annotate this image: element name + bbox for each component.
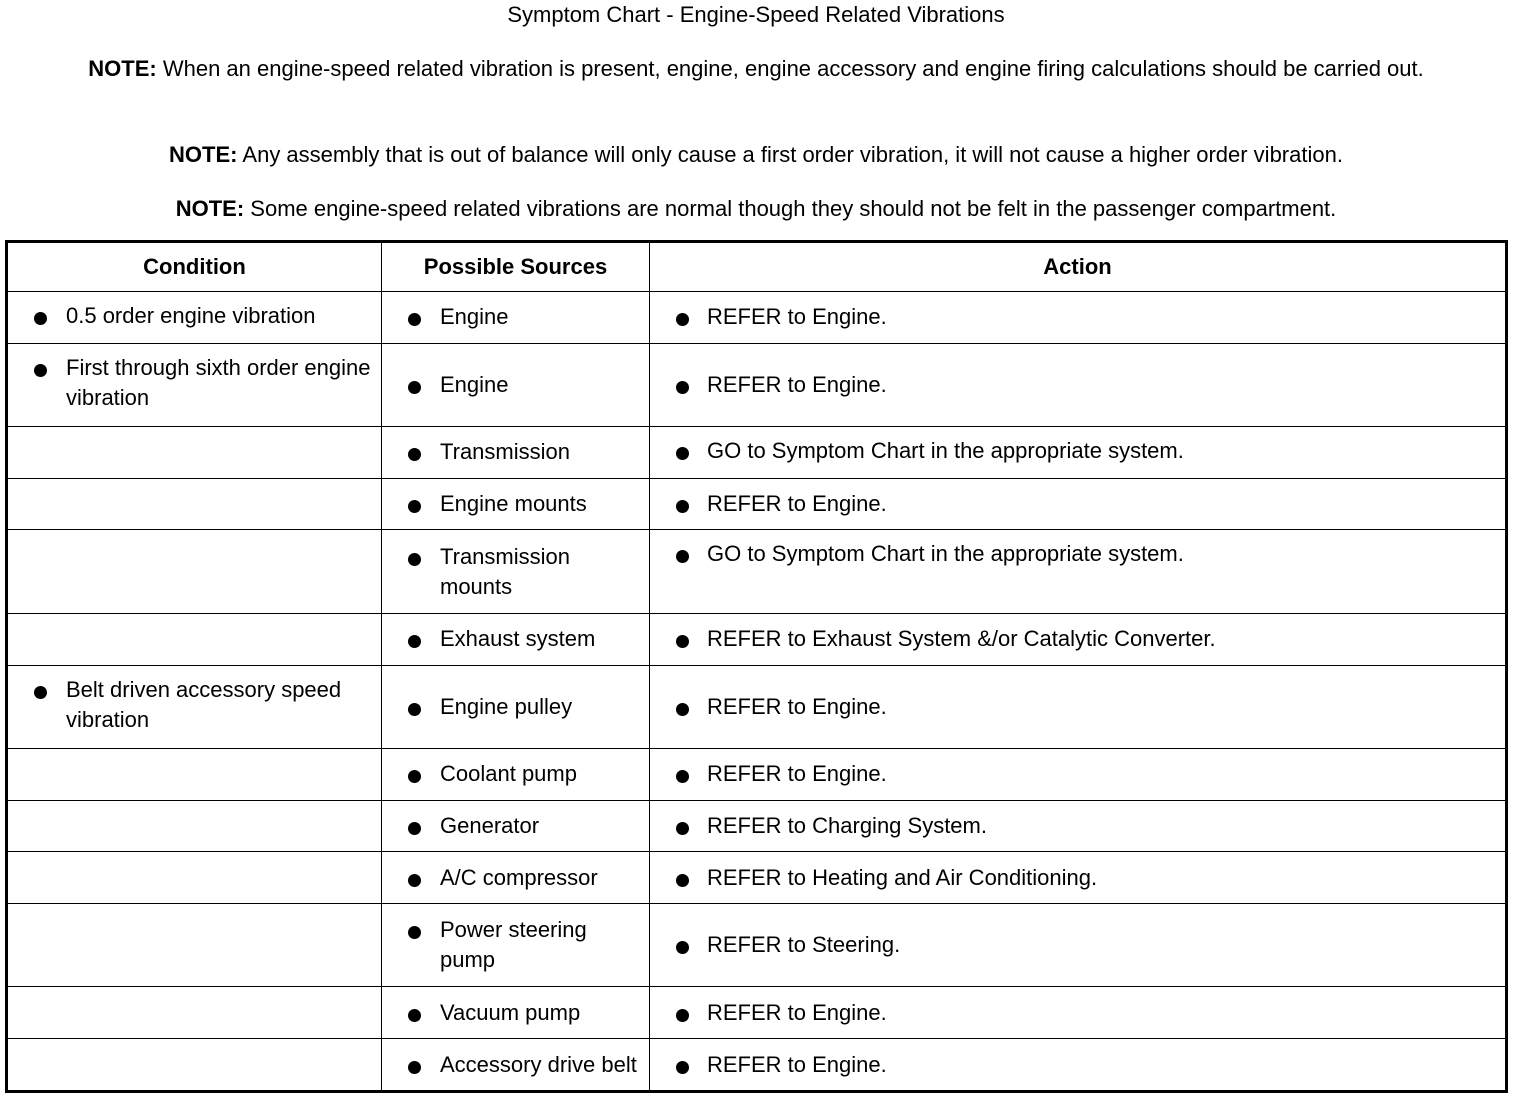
action-cell: [650, 613, 1507, 665]
action-cell: [650, 343, 1507, 426]
source-text: Engine: [382, 293, 649, 341]
action-cell: [650, 530, 1507, 613]
source-cell: [382, 478, 650, 530]
condition-cell: [7, 987, 382, 1039]
source-text: Coolant pump: [382, 750, 649, 798]
source-text: Accessory drive belt: [382, 1041, 649, 1089]
source-cell: [382, 292, 650, 344]
source-cell: [382, 1039, 650, 1092]
source-text: Engine mounts: [382, 480, 649, 528]
header-action: Action: [650, 242, 1507, 292]
condition-cell: [7, 800, 382, 852]
source-text: A/C compressor: [382, 854, 649, 902]
source-text: Exhaust system: [382, 615, 649, 663]
action-text: REFER to Engine.: [650, 480, 1505, 528]
table-header-row: [7, 242, 1507, 292]
source-cell: [382, 987, 650, 1039]
action-text: REFER to Exhaust System &/or Catalytic Converter.: [650, 615, 1505, 663]
condition-cell: [7, 530, 382, 613]
action-cell: [650, 987, 1507, 1039]
action-cell: [650, 800, 1507, 852]
source-cell: [382, 904, 650, 987]
action-cell: [650, 292, 1507, 344]
action-text: GO to Symptom Chart in the appropriate system.: [650, 427, 1505, 475]
note-2-label: NOTE:: [169, 142, 238, 167]
note-1-label: NOTE:: [88, 56, 157, 81]
source-cell: [382, 427, 650, 479]
action-cell: [650, 1039, 1507, 1092]
source-text: Vacuum pump: [382, 989, 649, 1037]
table-row: [7, 530, 1507, 613]
action-cell: [650, 427, 1507, 479]
action-cell: [650, 748, 1507, 800]
table-row: [7, 427, 1507, 479]
source-text: Generator: [382, 802, 649, 850]
table-row: [7, 665, 1507, 748]
condition-text: 0.5 order engine vibration: [8, 292, 381, 340]
table-row: [7, 478, 1507, 530]
table-row: [7, 987, 1507, 1039]
header-possible-sources: Possible Sources: [382, 242, 650, 292]
source-text: Engine pulley: [382, 683, 649, 731]
source-cell: [382, 665, 650, 748]
action-cell: [650, 904, 1507, 987]
action-text: REFER to Engine.: [650, 750, 1505, 798]
source-cell: [382, 530, 650, 613]
table-row: [7, 292, 1507, 344]
action-text: REFER to Charging System.: [650, 802, 1505, 850]
table-row: [7, 852, 1507, 904]
symptom-table: [5, 240, 1508, 1093]
source-text: Engine: [382, 361, 649, 409]
source-cell: [382, 800, 650, 852]
table-row: [7, 1039, 1507, 1092]
source-text: Power steering pump: [382, 906, 649, 984]
action-text: GO to Symptom Chart in the appropriate system.: [650, 530, 1505, 578]
action-text: REFER to Engine.: [650, 361, 1505, 409]
source-text: Transmission mounts: [382, 533, 649, 611]
note-3-label: NOTE:: [175, 196, 245, 221]
note-3-text: Some engine-speed related vibrations are normal though they should not be felt in the passenger compartment.: [250, 196, 1337, 221]
source-cell: [382, 343, 650, 426]
action-text: REFER to Engine.: [650, 1041, 1505, 1089]
condition-cell: [7, 852, 382, 904]
source-text: Transmission: [382, 428, 649, 476]
chart-title: Symptom Chart - Engine-Speed Related Vibrations: [507, 2, 1005, 27]
action-text: REFER to Engine.: [650, 293, 1505, 341]
condition-cell: [7, 343, 382, 426]
table-row: [7, 904, 1507, 987]
condition-cell: [7, 748, 382, 800]
condition-text: First through sixth order engine vibration: [8, 344, 381, 422]
note-2: [10, 140, 1502, 170]
table-row: [7, 613, 1507, 665]
source-cell: [382, 748, 650, 800]
table-body: [7, 292, 1507, 1092]
note-2-text: Any assembly that is out of balance will only cause a first order vibration, it will not cause a higher order vibration.: [242, 142, 1343, 167]
condition-cell: [7, 1039, 382, 1092]
action-cell: [650, 665, 1507, 748]
condition-cell: [7, 665, 382, 748]
table-row: [7, 800, 1507, 852]
action-text: REFER to Heating and Air Conditioning.: [650, 854, 1505, 902]
action-cell: [650, 852, 1507, 904]
condition-cell: [7, 427, 382, 479]
condition-text: Belt driven accessory speed vibration: [8, 666, 381, 744]
source-cell: [382, 852, 650, 904]
condition-cell: [7, 292, 382, 344]
condition-cell: [7, 478, 382, 530]
header-condition: Condition: [7, 242, 382, 292]
condition-cell: [7, 904, 382, 987]
action-cell: [650, 478, 1507, 530]
action-text: REFER to Steering.: [650, 921, 1505, 969]
note-1: [10, 54, 1502, 84]
note-3: [10, 194, 1502, 224]
condition-cell: [7, 613, 382, 665]
table-row: [7, 748, 1507, 800]
action-text: REFER to Engine.: [650, 989, 1505, 1037]
source-cell: [382, 613, 650, 665]
table-row: [7, 343, 1507, 426]
action-text: REFER to Engine.: [650, 683, 1505, 731]
note-1-text: When an engine-speed related vibration is present, engine, engine accessory and engine firing calculations should be carried out.: [162, 56, 1424, 81]
